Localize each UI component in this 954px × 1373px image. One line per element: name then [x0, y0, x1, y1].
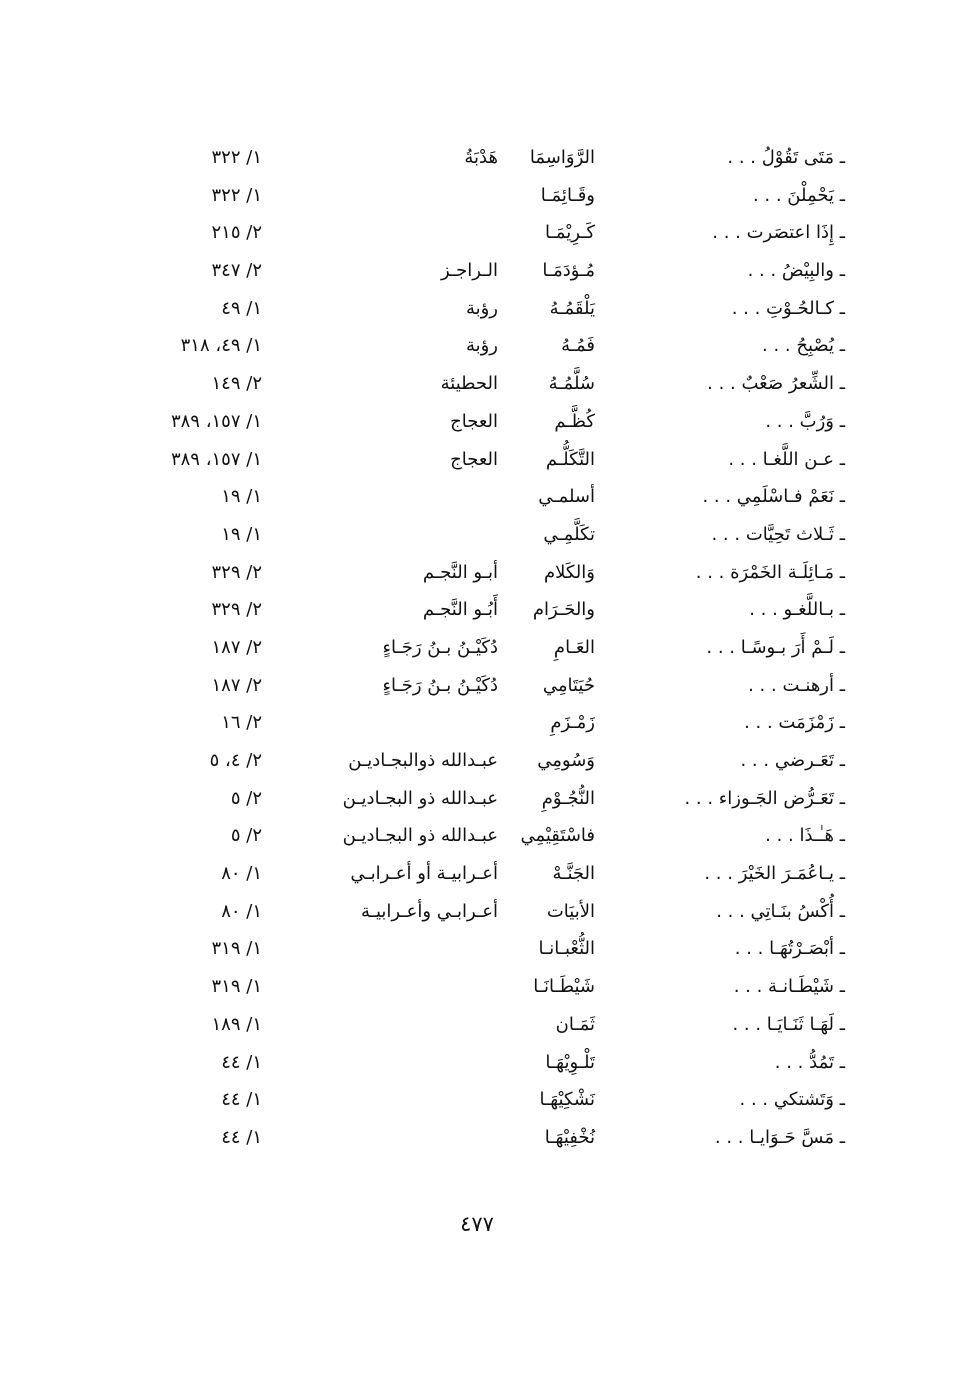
index-row: [0, 667, 954, 705]
verse-opening: ـ كـالحُـوْتِ . . .: [731, 297, 845, 319]
poet-name: عبـدالله ذو البجـاديـن: [342, 825, 498, 847]
rhyme-word: سُلَّمُـهُ: [548, 373, 595, 395]
index-row: [0, 554, 954, 592]
rhyme-word: فَمُـهُ: [561, 335, 595, 357]
poet-name: أعـرابيـة أو أعـرابـي: [350, 863, 498, 885]
poet-name: أَبُـو النَّجـم: [422, 599, 498, 621]
verse-opening: ـ زَمْزَمَت . . .: [744, 712, 845, 734]
poet-name: رؤبة: [465, 335, 498, 357]
page-reference: ١/ ٣١٩: [211, 938, 262, 960]
verse-opening: ـ والبِيْضُ . . .: [747, 260, 845, 282]
verse-opening: ـ لَهَـا ثَنَـايَـا . . .: [732, 1013, 845, 1035]
index-row: [0, 893, 954, 931]
verse-opening: ـ ثَـلاث تَحِيَّات . . .: [711, 523, 845, 545]
page-reference: ١/ ١٥٧، ٣٨٩: [170, 448, 262, 470]
verse-opening: ـ نَعَمْ فـاسْلَمِي . . .: [702, 486, 845, 508]
index-row: [0, 780, 954, 818]
verse-opening: ـ بـاللَّغـو . . .: [749, 599, 845, 621]
verse-opening: ـ شَيْطَـانـة . . .: [733, 976, 845, 998]
page-reference: ١/ ٣١٩: [211, 976, 262, 998]
page-reference: ١/ ٣٢٢: [211, 184, 262, 206]
page-reference: ٢/ ٥: [230, 787, 262, 809]
rhyme-word: العَـامِ: [553, 636, 595, 658]
index-row: [0, 516, 954, 554]
page-reference: ١/ ١٨٩: [211, 1013, 262, 1035]
index-row: [0, 139, 954, 177]
verse-opening: ـ يـاعُمَـرَ الخَيْرَ . . .: [704, 863, 845, 885]
index-row: [0, 629, 954, 667]
index-row: [0, 704, 954, 742]
poet-name: هَدْبَةُ: [464, 147, 498, 168]
index-row: [0, 327, 954, 365]
rhyme-word: تكَلَّمِـي: [543, 523, 595, 545]
rhyme-word: فاسْتَقِيْمِي: [520, 825, 595, 847]
verse-opening: ـ يُصْبِحُ . . .: [762, 335, 845, 357]
index-row: [0, 1044, 954, 1082]
poet-name: أعـرابـي وأعـرابيـة: [361, 900, 498, 922]
rhyme-word: ثَمَـان: [555, 1013, 595, 1035]
rhyme-word: حُيَتَامِي: [542, 674, 595, 696]
rhyme-word: كَـرِيْمَـا: [545, 222, 595, 244]
rhyme-word: الرَّوَاسِمَا: [529, 147, 595, 168]
rhyme-word: يَلْقَمُـهُ: [549, 297, 595, 319]
poet-name: دُكَيْـنُ بـنُ رَجَـاءٍ: [382, 636, 498, 658]
verse-opening: ـ يَحْمِلْنَ . . .: [752, 184, 845, 206]
verse-opening: ـ أرهنـت . . .: [748, 674, 845, 696]
rhyme-word: والحَـرَام: [532, 599, 595, 621]
poet-name: دُكَيْـنُ بـنُ رَجَـاءٍ: [382, 674, 498, 696]
index-row: [0, 591, 954, 629]
verse-opening: ـ تَعَـرضي . . .: [740, 750, 845, 771]
rhyme-word: وَسُومِي: [537, 750, 595, 771]
index-row: [0, 968, 954, 1006]
page-reference: ١/ ٤٤: [221, 1126, 262, 1148]
verse-opening: ـ وَتَشتكي . . .: [739, 1089, 845, 1111]
rhyme-word: تَلْـوِيْهَـا: [545, 1051, 595, 1073]
rhyme-word: التَّكَلُّـم: [545, 448, 595, 470]
page-number: ٤٧٧: [460, 1212, 494, 1236]
index-row: [0, 817, 954, 855]
page-reference: ١/ ٨٠: [221, 863, 262, 885]
rhyme-word: زَمْـزَمِ: [550, 712, 595, 734]
index-row: [0, 1081, 954, 1119]
index-row: [0, 1119, 954, 1157]
page-reference: ١/ ١٥٧، ٣٨٩: [170, 410, 262, 432]
rhyme-word: وقَـائِمَـا: [540, 184, 595, 206]
verse-opening: ـ أبْصَـرْتُهَـا . . .: [734, 938, 845, 960]
verse-opening: ـ هَـٰـذَا . . .: [765, 825, 845, 847]
verse-opening: ـ مَسَّ حَـوَايـا . . .: [714, 1126, 845, 1148]
verse-opening: ـ إِذَا اعتصَرت . . .: [712, 222, 845, 244]
rhyme-word: نَشْكِيْهَـا: [539, 1089, 595, 1111]
poet-name: الـراجـز: [440, 260, 498, 282]
index-row: [0, 478, 954, 516]
index-row: [0, 252, 954, 290]
page-reference: ١/ ٤٤: [221, 1051, 262, 1073]
page-reference: ١/ ٣٢٢: [211, 147, 262, 168]
verse-opening: ـ تَمُدُّ . . .: [774, 1051, 845, 1073]
page-reference: ٢/ ٣٤٧: [211, 260, 262, 282]
index-row: [0, 930, 954, 968]
poet-name: رؤبة: [465, 297, 498, 319]
page-reference: ٢/ ١٨٧: [211, 636, 262, 658]
page-reference: ٢/ ٣٢٩: [211, 561, 262, 583]
poet-name: الحطيئة: [440, 373, 498, 395]
rhyme-word: أسلمـي: [538, 486, 595, 508]
page-reference: ٢/ ١٨٧: [211, 674, 262, 696]
rhyme-word: كُظَّـم: [554, 410, 595, 432]
page-reference: ٢/ ١٤٩: [211, 373, 262, 395]
rhyme-word: شَيْطَـانَـا: [533, 976, 595, 998]
rhyme-word: الجَنَّـهْ: [552, 863, 595, 885]
poet-name: العجاج: [450, 448, 498, 470]
verse-opening: ـ لَـمْ أَرَ بـوسًـا . . .: [706, 636, 845, 658]
index-row: [0, 290, 954, 328]
page-reference: ٢/ ١٦: [221, 712, 262, 734]
poet-name: عبـدالله ذو البجـاديـن: [342, 787, 498, 809]
verse-opening: ـ عـن اللَّغـا . . .: [728, 448, 845, 470]
page-reference: ١/ ٨٠: [221, 900, 262, 922]
page-reference: ٢/ ٥: [230, 825, 262, 847]
rhyme-word: الثُّعْبـانـا: [538, 938, 595, 960]
page-reference: ٢/ ٣٢٩: [211, 599, 262, 621]
rhyme-word: الأبيَات: [546, 900, 595, 922]
index-row: [0, 1006, 954, 1044]
rhyme-word: النُّجُـوْمِ: [541, 787, 595, 809]
verse-opening: ـ تَعَـرُّض الجَـوزاء . . .: [684, 787, 845, 809]
index-row: [0, 742, 954, 780]
verse-opening: ـ مَتَى تَقُوْلُ . . .: [727, 147, 845, 168]
index-row: [0, 365, 954, 403]
verse-opening: ـ الشِّعرُ صَعْبٌ . . .: [707, 373, 845, 395]
index-row: [0, 855, 954, 893]
rhyme-word: وَالكَلام: [543, 561, 595, 583]
index-row: [0, 441, 954, 479]
page-reference: ١/ ١٩: [221, 486, 262, 508]
index-row: [0, 177, 954, 215]
page-reference: ١/ ١٩: [221, 523, 262, 545]
page-reference: ١/ ٤٤: [221, 1089, 262, 1111]
verse-opening: ـ أُكْسُ بنَـاتِي . . .: [716, 900, 845, 922]
page-reference: ١/ ٤٩: [221, 297, 262, 319]
verse-index-table: [0, 139, 954, 1157]
poet-name: أبـو النَّجـم: [422, 561, 498, 583]
page-reference: ٢/ ٤، ٥: [209, 750, 262, 771]
poet-name: العجاج: [450, 410, 498, 432]
verse-opening: ـ وَرُبَّ . . .: [765, 410, 845, 432]
page-reference: ٢/ ٢١٥: [211, 222, 262, 244]
verse-opening: ـ مَـائِلَـة الخَمْرَة . . .: [695, 561, 845, 583]
rhyme-word: مُـؤدَمَـا: [542, 260, 595, 282]
index-row: [0, 214, 954, 252]
page-reference: ١/ ٤٩، ٣١٨: [180, 335, 262, 357]
rhyme-word: نُخْفِيْهَـا: [544, 1126, 595, 1148]
poet-name: عبـدالله ذوالبجـاديـن: [348, 750, 498, 771]
index-row: [0, 403, 954, 441]
